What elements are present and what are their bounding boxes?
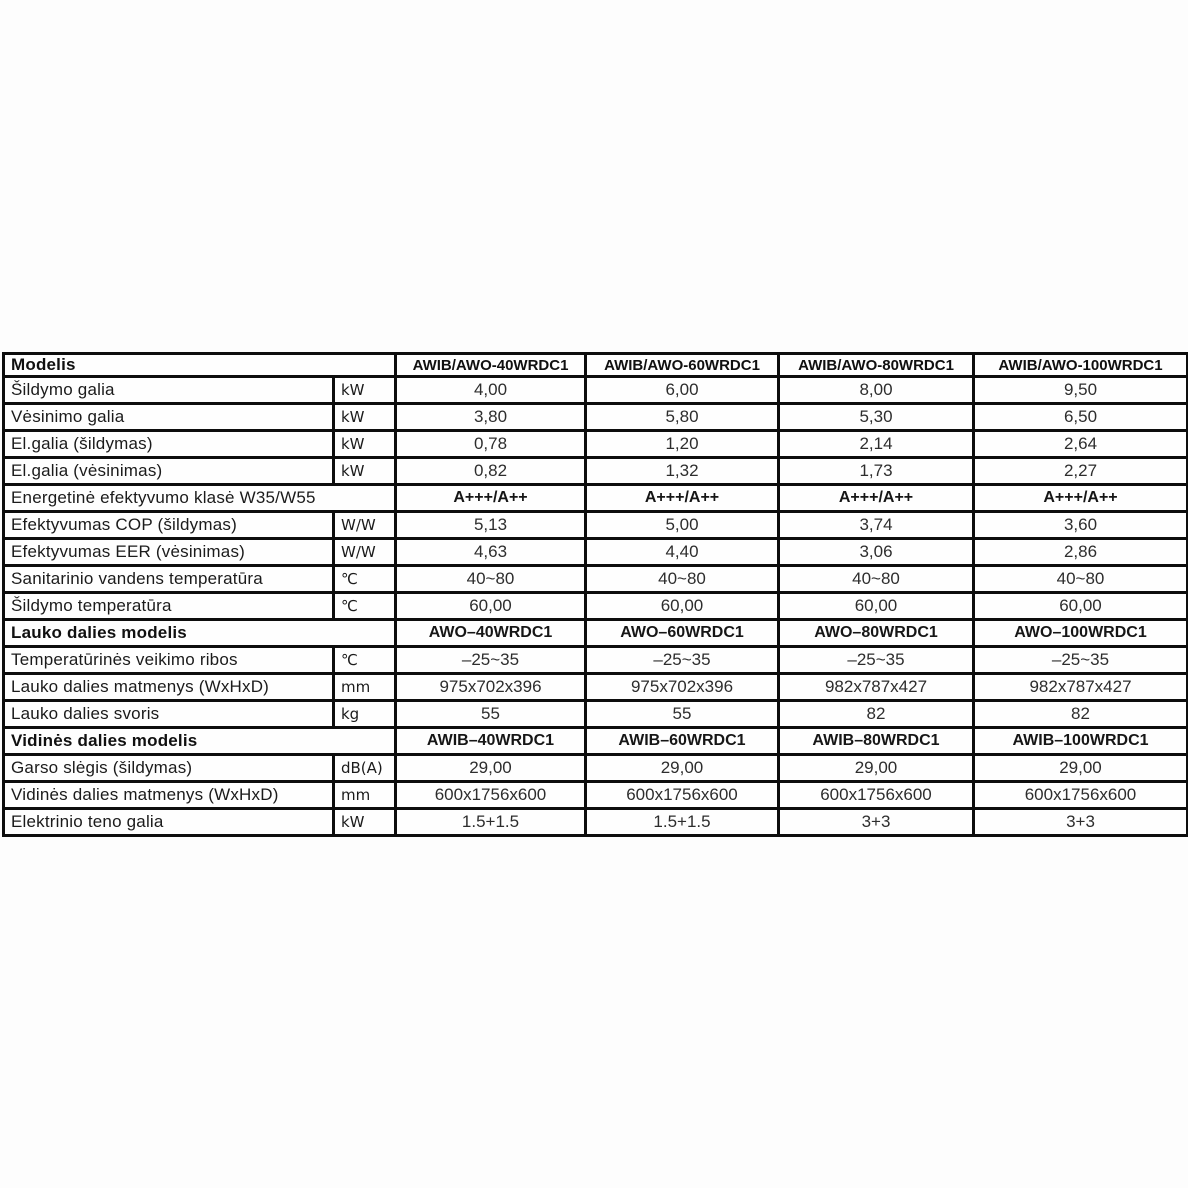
model-name: AWO–40WRDC1 [396, 620, 586, 647]
spec-value: 975x702x396 [396, 674, 586, 701]
spec-value: 3+3 [779, 809, 974, 836]
spec-value: 1,73 [779, 458, 974, 485]
spec-row-label: Lauko dalies svoris [4, 701, 334, 728]
spec-row-label: Energetinė efektyvumo klasė W35/W55 [4, 485, 396, 512]
section-header-row [4, 620, 1188, 647]
spec-row-unit: dB(A) [334, 755, 396, 782]
spec-row-label: El.galia (vėsinimas) [4, 458, 334, 485]
model-name: AWO–80WRDC1 [779, 620, 974, 647]
spec-row-unit: ℃ [334, 647, 396, 674]
spec-value: 40~80 [586, 566, 779, 593]
header-modelis-label: Modelis [4, 354, 396, 377]
spec-value: 2,27 [974, 458, 1188, 485]
spec-row-unit: kW [334, 809, 396, 836]
spec-value: –25~35 [779, 647, 974, 674]
spec-value: 40~80 [396, 566, 586, 593]
table-row [4, 404, 1188, 431]
spec-row-label: El.galia (šildymas) [4, 431, 334, 458]
model-name: AWIB–60WRDC1 [586, 728, 779, 755]
spec-value: 2,86 [974, 539, 1188, 566]
spec-value: 29,00 [586, 755, 779, 782]
spec-row-label: Šildymo galia [4, 377, 334, 404]
spec-row-unit: kg [334, 701, 396, 728]
spec-value: 1,20 [586, 431, 779, 458]
table-row [4, 593, 1188, 620]
spec-row-label: Temperatūrinės veikimo ribos [4, 647, 334, 674]
spec-value: 0,82 [396, 458, 586, 485]
table-row [4, 701, 1188, 728]
spec-value: 4,00 [396, 377, 586, 404]
spec-value: 29,00 [779, 755, 974, 782]
spec-value: 40~80 [974, 566, 1188, 593]
spec-row-label: Efektyvumas EER (vėsinimas) [4, 539, 334, 566]
spec-value: 5,13 [396, 512, 586, 539]
model-name: AWO–100WRDC1 [974, 620, 1188, 647]
spec-value: 600x1756x600 [779, 782, 974, 809]
spec-value: 60,00 [779, 593, 974, 620]
spec-value: –25~35 [974, 647, 1188, 674]
table-row [4, 512, 1188, 539]
spec-value: –25~35 [396, 647, 586, 674]
table-row [4, 755, 1188, 782]
table-row [4, 647, 1188, 674]
spec-value: 2,14 [779, 431, 974, 458]
spec-value: 982x787x427 [974, 674, 1188, 701]
spec-row-unit: kW [334, 377, 396, 404]
spec-value: 60,00 [586, 593, 779, 620]
spec-value: 5,30 [779, 404, 974, 431]
spec-value: 3,60 [974, 512, 1188, 539]
spec-row-label: Šildymo temperatūra [4, 593, 334, 620]
spec-value: 600x1756x600 [974, 782, 1188, 809]
section-header-row [4, 728, 1188, 755]
table-row [4, 377, 1188, 404]
spec-value: 1,32 [586, 458, 779, 485]
spec-value: 3+3 [974, 809, 1188, 836]
spec-value: 29,00 [396, 755, 586, 782]
table-row [4, 674, 1188, 701]
spec-value: 0,78 [396, 431, 586, 458]
spec-value: 8,00 [779, 377, 974, 404]
section-title: Lauko dalies modelis [4, 620, 396, 647]
model-name: AWIB–40WRDC1 [396, 728, 586, 755]
table-header-row [4, 354, 1188, 377]
spec-row-unit: kW [334, 431, 396, 458]
spec-value: A+++/A++ [974, 485, 1188, 512]
spec-value: 2,64 [974, 431, 1188, 458]
table-row [4, 566, 1188, 593]
spec-value: 600x1756x600 [396, 782, 586, 809]
spec-value: 5,80 [586, 404, 779, 431]
model-header-1: AWIB/AWO-40WRDC1 [396, 354, 586, 377]
spec-value: 3,80 [396, 404, 586, 431]
spec-value: 1.5+1.5 [586, 809, 779, 836]
spec-row-label: Elektrinio teno galia [4, 809, 334, 836]
spec-row-label: Vėsinimo galia [4, 404, 334, 431]
spec-value: 1.5+1.5 [396, 809, 586, 836]
spec-value: 29,00 [974, 755, 1188, 782]
spec-value: 40~80 [779, 566, 974, 593]
section-title: Vidinės dalies modelis [4, 728, 396, 755]
model-header-2: AWIB/AWO-60WRDC1 [586, 354, 779, 377]
spec-value: 82 [974, 701, 1188, 728]
spec-value: 60,00 [974, 593, 1188, 620]
spec-value: –25~35 [586, 647, 779, 674]
table-row [4, 485, 1188, 512]
spec-row-label: Vidinės dalies matmenys (WxHxD) [4, 782, 334, 809]
spec-value: 3,74 [779, 512, 974, 539]
spec-value: A+++/A++ [396, 485, 586, 512]
spec-value: 55 [396, 701, 586, 728]
table-row [4, 809, 1188, 836]
spec-row-unit: W/W [334, 512, 396, 539]
spec-value: 6,50 [974, 404, 1188, 431]
table-row [4, 458, 1188, 485]
table-row [4, 431, 1188, 458]
spec-value: 4,40 [586, 539, 779, 566]
spec-value: 975x702x396 [586, 674, 779, 701]
table-row [4, 782, 1188, 809]
spec-row-unit: kW [334, 458, 396, 485]
model-name: AWO–60WRDC1 [586, 620, 779, 647]
spec-value: 60,00 [396, 593, 586, 620]
model-name: AWIB–100WRDC1 [974, 728, 1188, 755]
spec-row-label: Lauko dalies matmenys (WxHxD) [4, 674, 334, 701]
spec-value: 55 [586, 701, 779, 728]
spec-value: 5,00 [586, 512, 779, 539]
spec-row-unit: ℃ [334, 566, 396, 593]
model-header-3: AWIB/AWO-80WRDC1 [779, 354, 974, 377]
spec-row-label: Sanitarinio vandens temperatūra [4, 566, 334, 593]
model-name: AWIB–80WRDC1 [779, 728, 974, 755]
spec-row-unit: mm [334, 674, 396, 701]
spec-row-unit: mm [334, 782, 396, 809]
spec-value: 3,06 [779, 539, 974, 566]
spec-row-unit: W/W [334, 539, 396, 566]
spec-row-unit: kW [334, 404, 396, 431]
spec-row-unit: ℃ [334, 593, 396, 620]
spec-value: 6,00 [586, 377, 779, 404]
spec-value: 982x787x427 [779, 674, 974, 701]
spec-value: 4,63 [396, 539, 586, 566]
spec-row-label: Efektyvumas COP (šildymas) [4, 512, 334, 539]
spec-value: 9,50 [974, 377, 1188, 404]
table-row [4, 539, 1188, 566]
spec-value: A+++/A++ [586, 485, 779, 512]
spec-value: A+++/A++ [779, 485, 974, 512]
spec-value: 82 [779, 701, 974, 728]
spec-value: 600x1756x600 [586, 782, 779, 809]
spec-table [2, 352, 1188, 837]
spec-row-label: Garso slėgis (šildymas) [4, 755, 334, 782]
model-header-4: AWIB/AWO-100WRDC1 [974, 354, 1188, 377]
